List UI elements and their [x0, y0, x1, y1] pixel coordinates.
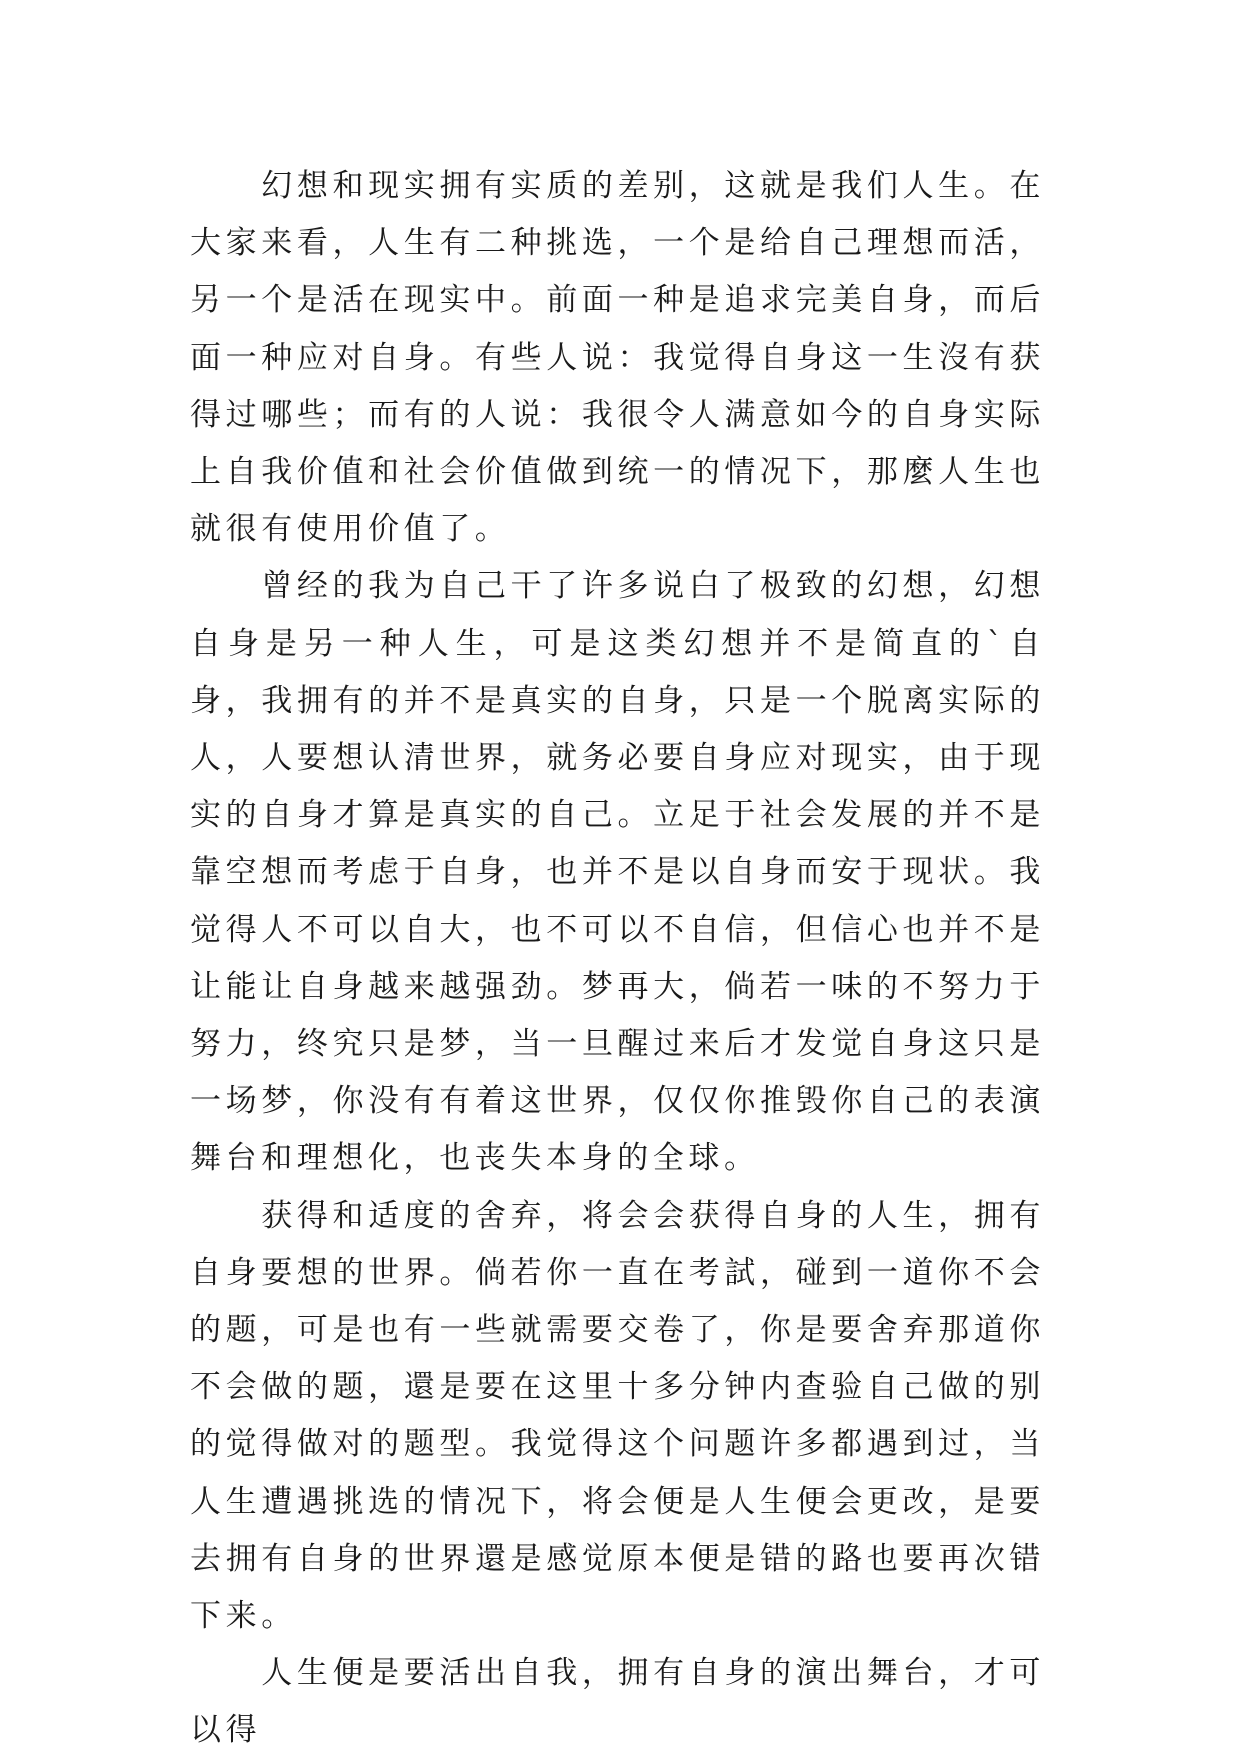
body-text: [190, 158, 1045, 1760]
paragraph-4: 人生便是要活出自我，拥有自身的演出舞台，才可以得: [190, 1655, 1045, 1749]
paragraph-2: 曾经的我为自己干了许多说白了极致的幻想，幻想自身是另一种人生，可是这类幻想并不是简直的`自身，我拥有的并不是真实的自身，只是一个脱离实际的人，人要想认清世界，就务必要自身应对现实，由于现实的自身才算是真实的自己。立足于社会发展的并不是靠空想而考虑于自身，也并不是以自身而安于现状。我觉得人不可以自大，也不可以不自信，但信心也并不是让能让自身越来越强劲。梦再大，倘若一味的不努力于努力，终究只是梦，当一旦醒过来后才发觉自身这只是一场梦，你没有有着这世界，仅仅你推毁你自己的表演舞台和理想化，也丧失本身的全球。: [190, 568, 1045, 1177]
paragraph-3: 获得和适度的舍弃，将会会获得自身的人生，拥有自身要想的世界。倘若你一直在考試，碰到一道你不会的题，可是也有一些就需要交卷了，你是要舍弃那道你不会做的题，還是要在这里十多分钟内查验自己做的别的觉得做对的题型。我觉得这个问题许多都遇到过，当人生遭遇挑选的情况下，将会便是人生便会更改，是要去拥有自身的世界還是感觉原本便是错的路也要再次错下来。: [190, 1197, 1045, 1635]
paragraph-1: 幻想和现实拥有实质的差别，这就是我们人生。在大家来看，人生有二种挑选，一个是给自己理想而活，另一个是活在现实中。前面一种是追求完美自身，而后面一种应对自身。有些人说：我觉得自身这一生沒有获得过哪些；而有的人说：我很令人满意如今的自身实际上自我价值和社会价值做到统一的情况下，那麼人生也就很有使用价值了。: [190, 168, 1045, 548]
